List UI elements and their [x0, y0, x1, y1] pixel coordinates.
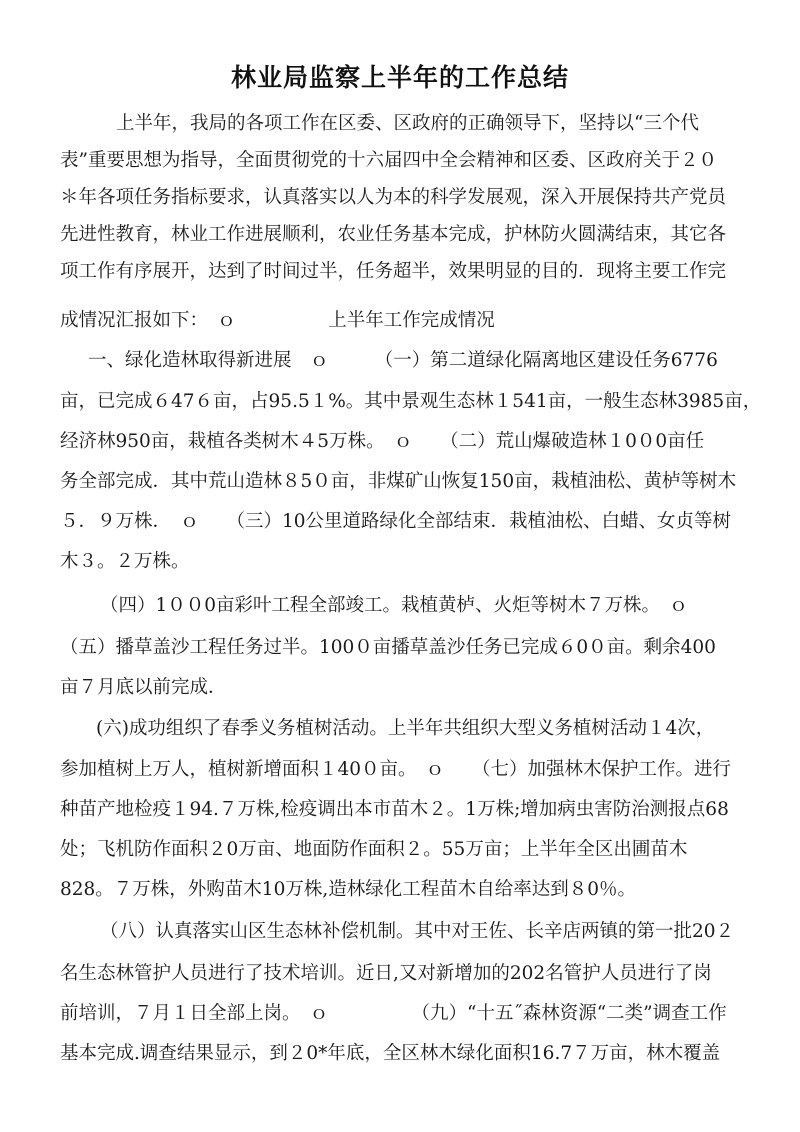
paragraph-line: （五）播草盖沙工程任务过半。100０亩播草盖沙任务已完成６0０亩。剩余400: [60, 637, 716, 658]
paragraph-line: 上半年，我局的各项工作在区委、区政府的正确领导下，坚持以“三个代: [116, 113, 699, 134]
paragraph-line: 成情况汇报如下： ｏ 上半年工作完成情况: [60, 310, 495, 331]
paragraph-line: 处；飞机防作面积２0万亩、地面防作面积２。55万亩；上半年全区出圃苗木: [60, 839, 688, 860]
paragraph-line: 木３。２万株。: [60, 551, 190, 572]
paragraph-line: 表”重要思想为指导，全面贯彻党的十六届四中全会精神和区委、区政府关于２０: [60, 150, 717, 171]
paragraph-line: （四）1００0亩彩叶工程全部竣工。栽植黄栌、火炬等树木７万株。 ｏ: [100, 595, 688, 616]
paragraph-line: （八）认真落实山区生态林补偿机制。其中对王佐、长辛店两镇的第一批20２: [100, 921, 735, 942]
paragraph-line: ＊年各项任务指标要求，认真落实以人为本的科学发展观，深入开展保持共产党员: [60, 187, 727, 208]
paragraph-line: 名生态林管护人员进行了技术培训。近日,又对新增加的202名管护人员进行了岗: [60, 963, 712, 984]
paragraph-line: 亩７月底以前完成．: [60, 677, 227, 698]
paragraph-line: ５．９万株． ｏ （三）10公里道路绿化全部结束．栽植油松、白蜡、女贞等树: [60, 511, 732, 532]
paragraph-line: 项工作有序展开，达到了时间过半，任务超半，效果明显的目的．现将主要工作完: [60, 261, 727, 282]
paragraph-line: 务全部完成．其中荒山造林８5０亩，非煤矿山恢复150亩，栽植油松、黄栌等树木: [60, 471, 737, 492]
paragraph-line: 亩，已完成６47６亩，占95.5１%。其中景观生态林１541亩，一般生态林3985亩，: [60, 391, 762, 412]
paragraph-line: 种苗产地检疫１94.７万株,检疫调出本市苗木２。1万株;增加病虫害防治测报点68: [60, 799, 729, 820]
paragraph-line: 先进性教育，林业工作进展顺利，农业任务基本完成，护林防火圆满结束，其它各: [60, 224, 727, 245]
paragraph-line: 基本完成.调查结果显示，到２0*年底，全区林木绿化面积16.7７万亩，林木覆盖: [60, 1043, 721, 1064]
paragraph-line: 经济林950亩，栽植各类树木４5万株。 ｏ （二）荒山爆破造林１0０0亩任: [60, 431, 705, 452]
paragraph-line: 828。７万株，外购苗木10万株,造林绿化工程苗木自给率达到８0％。: [60, 879, 637, 900]
paragraph-line: (六)成功组织了春季义务植树活动。上半年共组织大型义务植树活动１4次，: [96, 718, 715, 739]
document-title: 林业局监察上半年的工作总结: [230, 63, 569, 92]
paragraph-line: 参加植树上万人，植树新增面积１40０亩。 ｏ （七）加强林木保护工作。进行: [60, 759, 732, 780]
paragraph-line: 一、绿化造林取得新进展 ｏ （一）第二道绿化隔离地区建设任务6776: [88, 350, 718, 371]
paragraph-line: 前培训，７月１日全部上岗。 ｏ （九）“十五˝森林资源“二类”调查工作: [60, 1003, 727, 1024]
